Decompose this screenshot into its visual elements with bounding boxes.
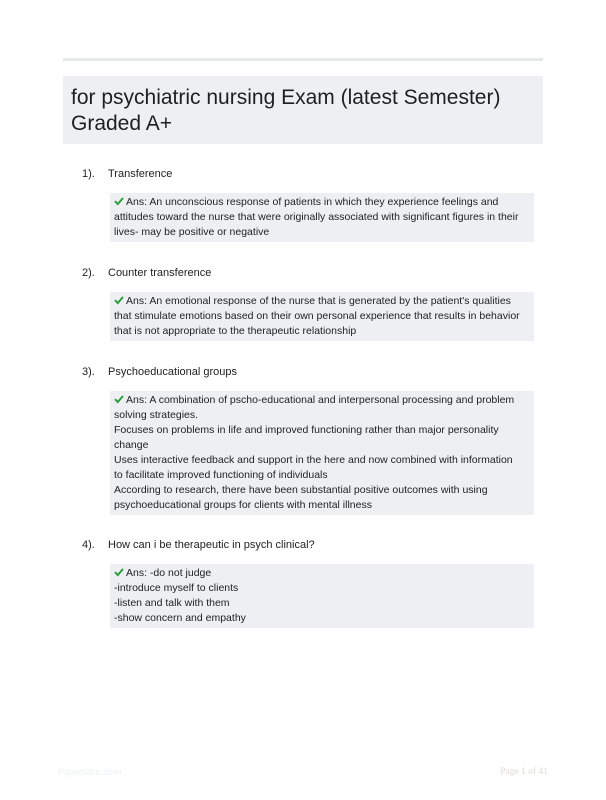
top-divider	[63, 58, 543, 61]
answer-line: that is not appropriate to the therapeutic relationship	[114, 325, 357, 337]
check-icon	[114, 394, 124, 404]
answer-line: -introduce myself to clients	[114, 582, 239, 594]
answer-line: attitudes toward the nurse that were originally associated with significant figures in their	[114, 211, 519, 223]
answer-line: psychoeducational groups for clients with mental illness	[114, 499, 372, 511]
answer-line: Focuses on problems in life and improved functioning rather than major personality	[114, 424, 499, 436]
page-title: for psychiatric nursing Exam (latest Semester) Graded A+	[71, 86, 501, 135]
question-text: Transference	[108, 168, 173, 180]
answer-line: -listen and talk with them	[114, 597, 230, 609]
answer-box	[110, 193, 534, 242]
answer-line: to facilitate improved functioning of individuals	[114, 469, 328, 481]
answer-line: Uses interactive feedback and support in the here and now combined with information	[114, 454, 513, 466]
answer-line: -show concern and empathy	[114, 612, 246, 624]
answer-box	[110, 564, 534, 628]
question-number: 4).	[82, 539, 95, 551]
footer-watermark: PaperSthic.com	[58, 767, 122, 777]
answer-line: that stimulate emotions based on their own personal experience that results in behavior	[114, 310, 520, 322]
question-number: 1).	[82, 168, 95, 180]
answer-line: Ans: -do not judge	[126, 567, 212, 579]
question-text: How can i be therapeutic in psych clinical?	[108, 539, 315, 551]
check-icon	[114, 196, 124, 206]
question-text: Counter transference	[108, 267, 212, 279]
check-icon	[114, 567, 124, 577]
check-icon	[114, 295, 124, 305]
answer-line: According to research, there have been substantial positive outcomes with using	[114, 484, 488, 496]
title-banner	[63, 76, 543, 144]
answer-line: Ans: An emotional response of the nurse that is generated by the patient's qualities	[126, 295, 511, 307]
answer-line: lives- may be positive or negative	[114, 226, 270, 238]
question-text: Psychoeducational groups	[108, 366, 238, 378]
question-number: 2).	[82, 267, 95, 279]
answer-line: Ans: An unconscious response of patients in which they experience feelings and	[126, 196, 499, 208]
answer-box	[110, 391, 534, 515]
page-indicator: Page 1 of 41	[500, 767, 548, 777]
answer-line: Ans: A combination of pscho-educational and interpersonal processing and problem	[126, 394, 515, 406]
question-number: 3).	[82, 366, 95, 378]
answer-box	[110, 292, 534, 341]
answer-line: solving strategies.	[114, 409, 199, 421]
answer-line: change	[114, 439, 149, 451]
